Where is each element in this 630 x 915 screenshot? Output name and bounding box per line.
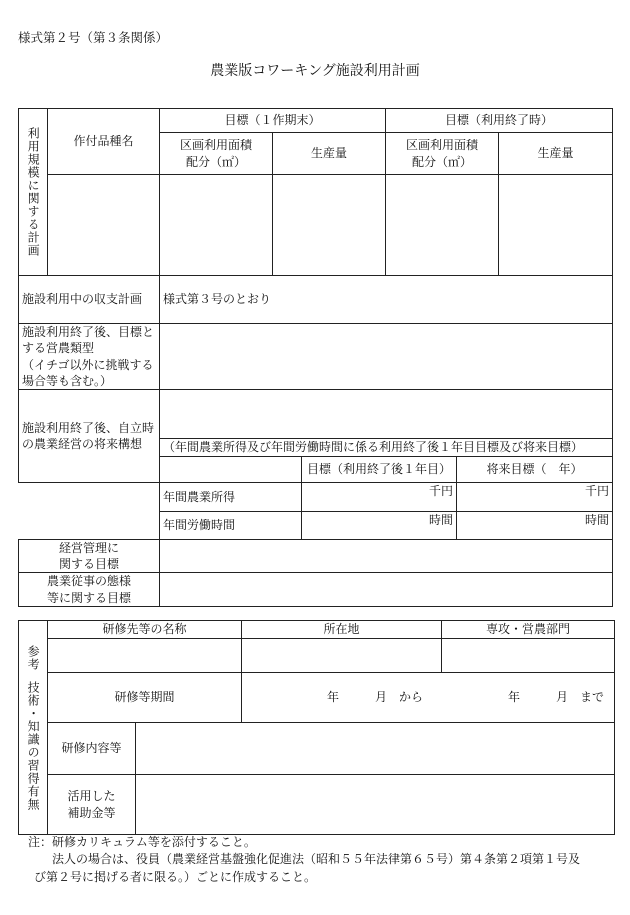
area-cell[interactable]	[386, 175, 499, 276]
reference-side-label: 参考 技術・知識の習得有無	[19, 621, 48, 835]
crop-variety-header: 作付品種名	[48, 109, 160, 175]
usage-plan-table	[18, 108, 613, 276]
income-plan-label: 施設利用中の収支計画	[19, 276, 160, 324]
note-line-1: 注：研修カリキュラム等を添付すること。	[28, 835, 256, 849]
training-content-cell[interactable]	[136, 723, 615, 775]
location-cell[interactable]	[242, 639, 442, 673]
production-cell[interactable]	[273, 175, 386, 276]
employment-goal-label: 農業従事の態様 等に関する目標	[19, 573, 160, 606]
crop-variety-cell[interactable]	[48, 175, 160, 276]
plan-details-table	[18, 275, 613, 483]
page-title: 農業版コワーキング施設利用計画	[210, 63, 420, 79]
note-line-3: び第２号に掲げる者に限る。）ごとに作成すること。	[34, 869, 317, 884]
future-target-header: 将来目標（ 年）	[457, 457, 613, 483]
training-period-label: 研修等期間	[48, 673, 242, 723]
annual-hours-future[interactable]: 時間	[457, 512, 613, 540]
subsidy-label: 活用した 補助金等	[48, 775, 136, 835]
subsidy-cell[interactable]	[136, 775, 615, 835]
target-usage-end-header: 目標（利用終了時）	[386, 109, 613, 133]
department-cell[interactable]	[442, 639, 615, 673]
management-goal-label: 経営管理に 関する目標	[19, 540, 160, 573]
future-plan-label: 施設利用終了後、自立時の農業経営の将来構想	[19, 390, 160, 483]
production-header: 生産量	[273, 133, 386, 175]
training-name-header: 研修先等の名称	[48, 621, 242, 639]
reference-table	[18, 620, 615, 835]
year1-target-header: 目標（利用終了後１年目）	[302, 457, 457, 483]
production-header: 生産量	[499, 133, 613, 175]
training-content-label: 研修内容等	[48, 723, 136, 775]
income-plan-value[interactable]: 様式第３号のとおり	[160, 276, 613, 324]
future-plan-note: （年間農業所得及び年間労働時間に係る利用終了後１年目目標及び将来目標）	[160, 439, 613, 457]
employment-goal-value[interactable]	[160, 573, 613, 606]
period-to: 年 月 まで	[508, 690, 605, 705]
annual-income-future[interactable]: 千円	[457, 483, 613, 512]
annual-income-label: 年間農業所得	[160, 483, 302, 512]
area-allocation-header: 区画利用面積 配分（㎡）	[160, 133, 273, 175]
form-number: 様式第２号（第３条関係）	[18, 30, 169, 45]
future-plan-blank-header	[160, 457, 302, 483]
usage-scale-side-label: 利用規模に関する計画	[19, 109, 48, 276]
training-name-cell[interactable]	[48, 639, 242, 673]
production-cell[interactable]	[499, 175, 613, 276]
location-header: 所在地	[242, 621, 442, 639]
farming-type-label: 施設利用終了後、目標とする営農類型 （イチゴ以外に挑戦する場合等も含む。）	[19, 324, 160, 390]
area-cell[interactable]	[160, 175, 273, 276]
management-goal-value[interactable]	[160, 540, 613, 573]
area-allocation-header: 区画利用面積 配分（㎡）	[386, 133, 499, 175]
future-plan-text-cell[interactable]	[160, 390, 613, 439]
target-first-harvest-header: 目標（１作期末）	[160, 109, 386, 133]
period-from: 年 月 から	[327, 690, 424, 705]
goals-table	[18, 539, 613, 607]
note-line-2: 法人の場合は、役員（農業経営基盤強化促進法（昭和５５年法律第６５号）第４条第２項第１号及	[52, 852, 581, 867]
notes	[28, 834, 618, 886]
farming-type-value[interactable]	[160, 324, 613, 390]
future-values-table	[159, 482, 613, 540]
annual-hours-label: 年間労働時間	[160, 512, 302, 540]
annual-hours-year1[interactable]: 時間	[302, 512, 457, 540]
annual-income-year1[interactable]: 千円	[302, 483, 457, 512]
training-period-cell[interactable]	[242, 673, 615, 723]
department-header: 専攻・営農部門	[442, 621, 615, 639]
